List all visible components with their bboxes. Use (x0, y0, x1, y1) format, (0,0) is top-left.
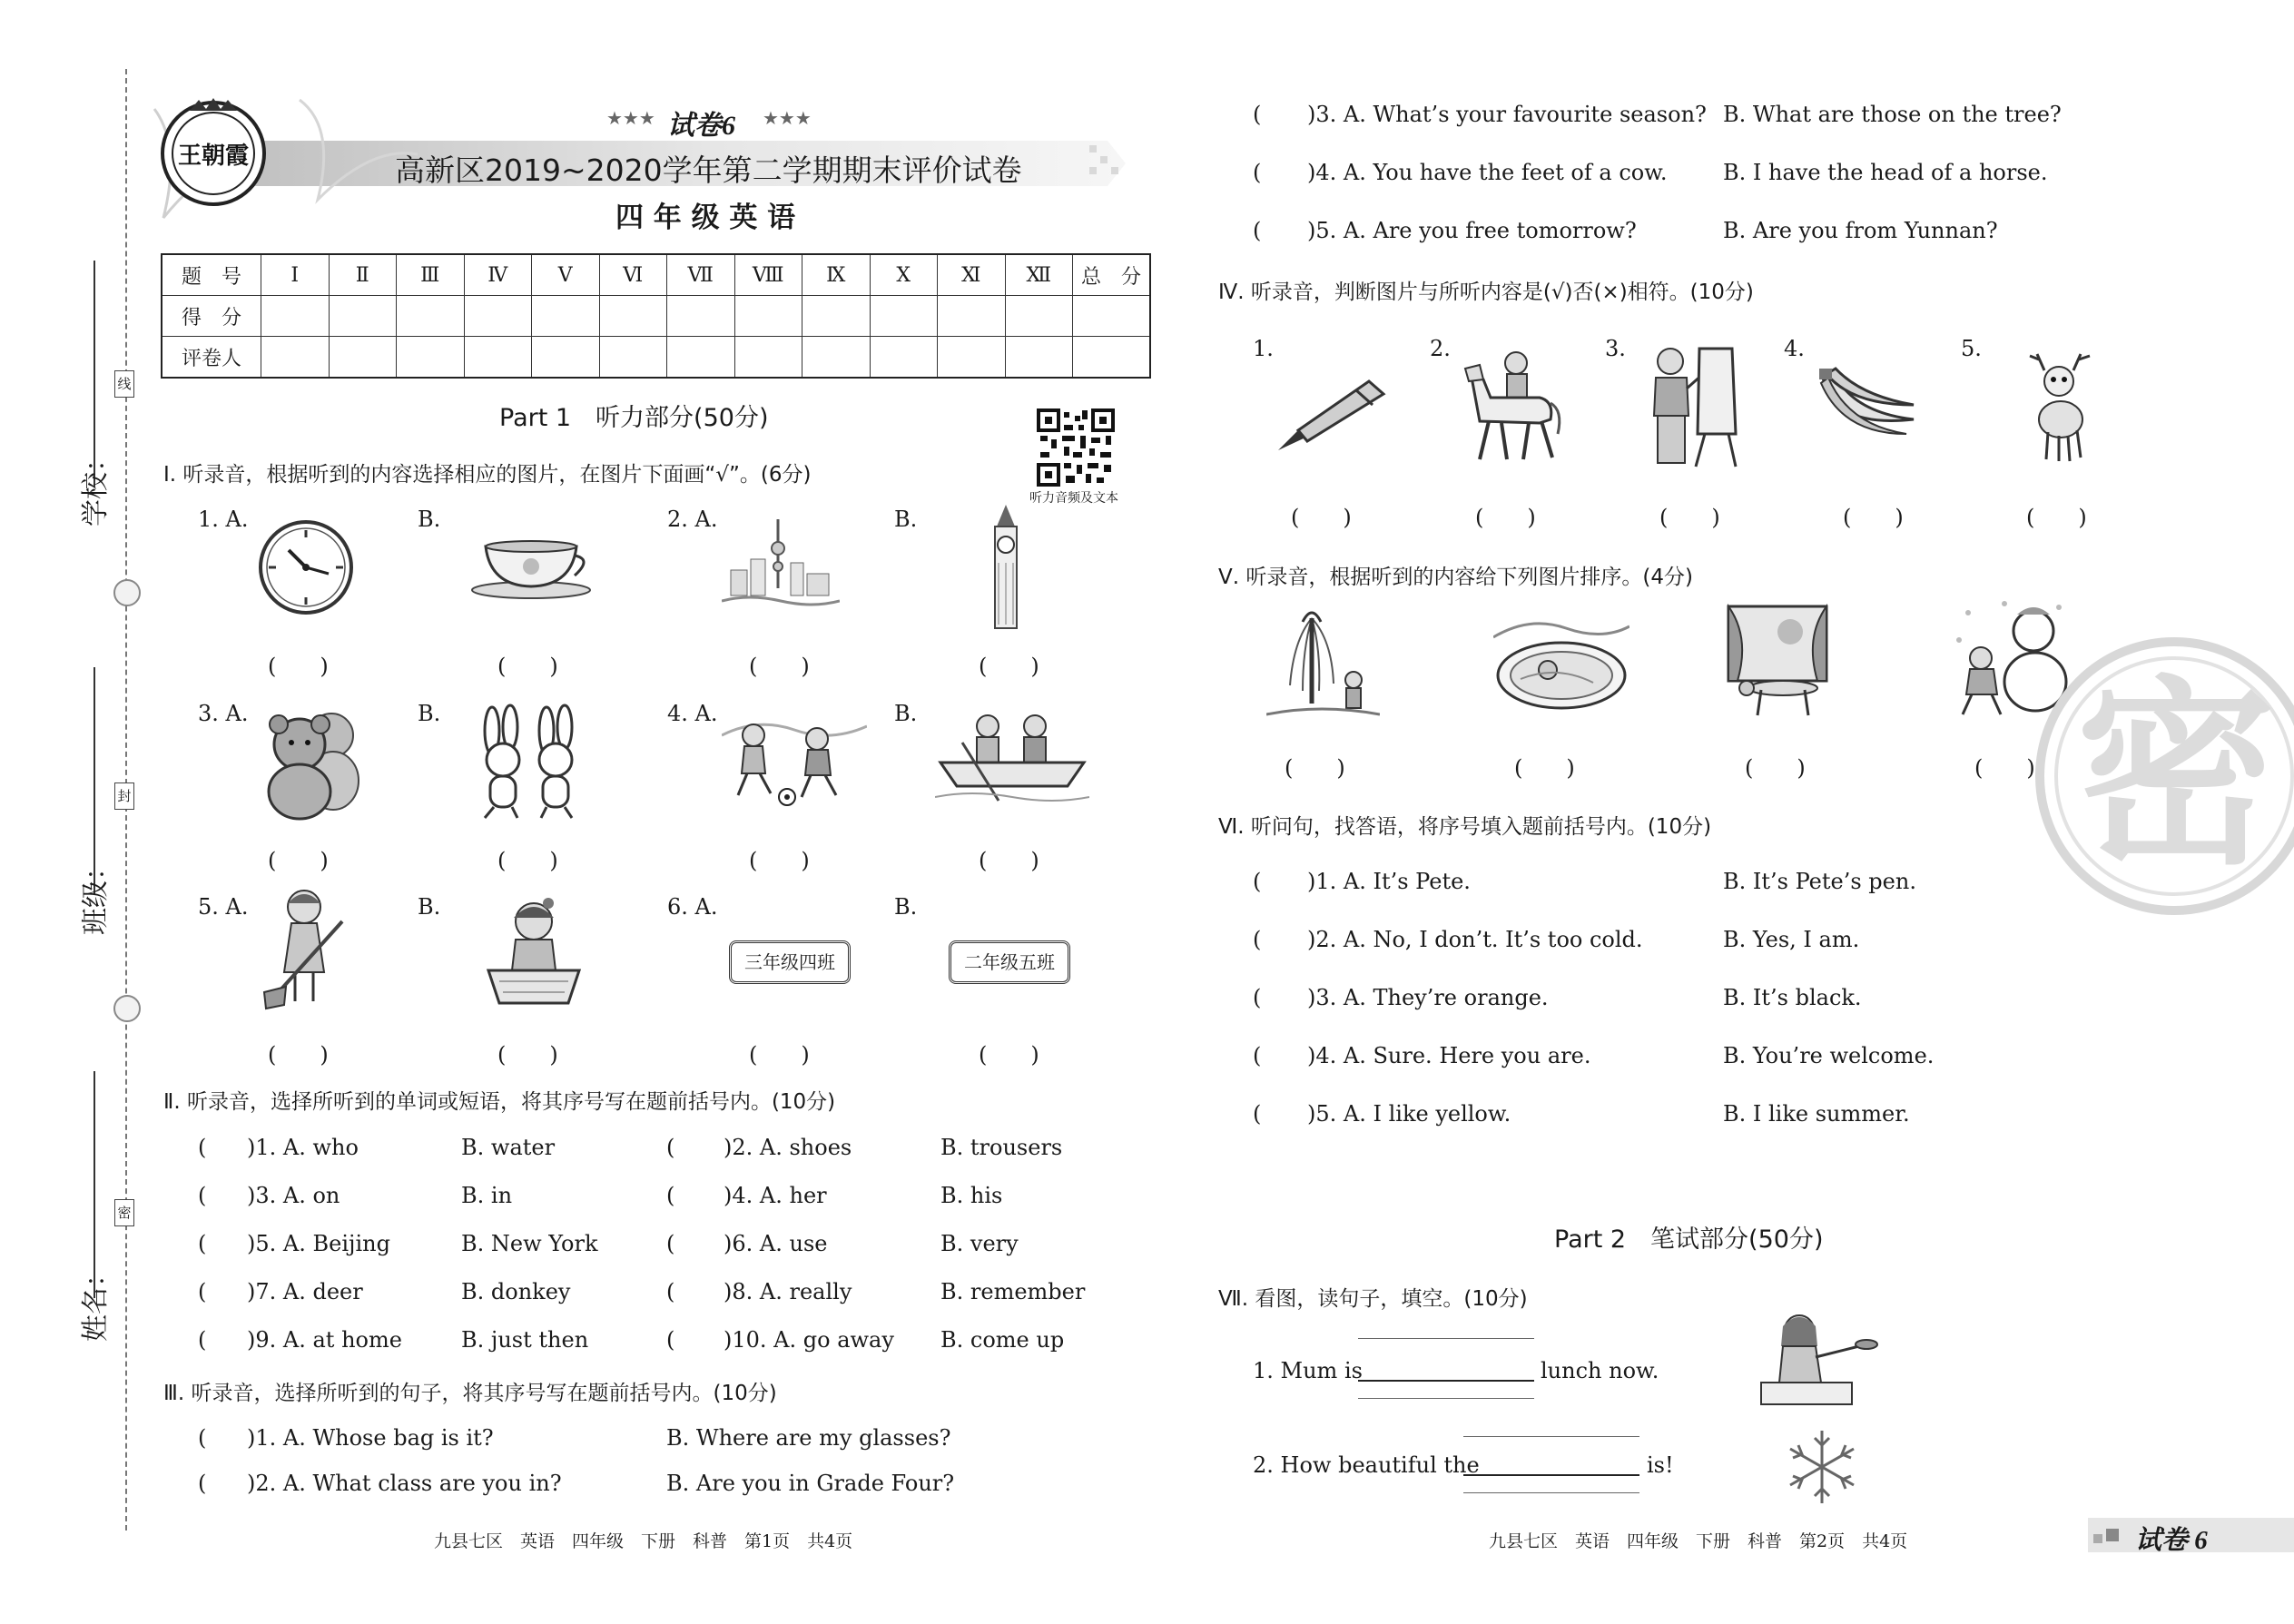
s2-option-b: B. just then (461, 1327, 589, 1353)
s6-option-b: B. It’s black. (1723, 985, 1862, 1010)
column-header: Ⅷ (734, 254, 802, 296)
score-cell[interactable] (667, 296, 735, 337)
s4-answer-paren[interactable]: ( ) (1291, 505, 1352, 530)
answer-guide-line (1358, 1398, 1534, 1399)
grader-cell[interactable] (938, 337, 1006, 379)
s1-label: 3. A. (198, 701, 249, 726)
clock-picture[interactable] (256, 517, 356, 617)
rowing-boat-picture[interactable] (935, 706, 1089, 806)
s1-label: 2. A. (667, 507, 718, 532)
row-label: 题 号 (162, 254, 261, 296)
footer-left: 九县七区 英语 四年级 下册 科普 第1页 共4页 (434, 1531, 853, 1551)
s4-answer-paren[interactable]: ( ) (1475, 505, 1536, 530)
s2-option-a: )10. A. go away (724, 1327, 894, 1353)
s1-label: 1. A. (198, 507, 249, 532)
s1-answer-paren[interactable]: ( ) (749, 654, 810, 679)
grader-cell[interactable] (329, 337, 397, 379)
s4-label: 2. (1430, 336, 1451, 361)
boy-riding-horse-picture[interactable] (1452, 347, 1566, 465)
part1-title: Part 1 听力部分(50分) (499, 404, 769, 432)
school-label: 学校： (80, 445, 112, 527)
s2-paren[interactable]: ( (198, 1183, 207, 1208)
s7-q2-after: is! (1647, 1452, 1674, 1478)
s1-answer-paren[interactable]: ( ) (268, 654, 329, 679)
s4-answer-paren[interactable]: ( ) (2026, 505, 2087, 530)
s2-paren[interactable]: ( (666, 1183, 675, 1208)
s7-q2-before: 2. How beautiful the (1253, 1452, 1480, 1478)
stars-left: ★★★ (606, 107, 655, 129)
footer-right: 九县七区 英语 四年级 下册 科普 第2页 共4页 (1489, 1531, 1908, 1551)
s4-label: 3. (1605, 336, 1626, 361)
answer-guide-line (1358, 1338, 1534, 1339)
toy-rabbits-picture[interactable] (472, 704, 586, 822)
score-cell[interactable] (599, 296, 667, 337)
s1-answer-paren[interactable]: ( ) (979, 848, 1039, 873)
spring-willow-picture[interactable] (1266, 604, 1380, 722)
section-2-instruction: Ⅱ. 听录音，选择所听到的单词或短语，将其序号写在题前括号内。(10分) (163, 1090, 836, 1114)
s5-order-paren[interactable]: ( ) (1285, 755, 1345, 781)
s1-label: B. (418, 701, 441, 726)
seal-char-seal: 封 (114, 782, 134, 810)
qr-code-icon[interactable] (1037, 408, 1115, 487)
s1-answer-paren[interactable]: ( ) (497, 654, 558, 679)
s2-paren[interactable]: ( (666, 1327, 675, 1353)
s2-option-a: )9. A. at home (247, 1327, 402, 1353)
section-3-instruction: Ⅲ. 听录音，选择所听到的句子，将其序号写在题前括号内。(10分) (163, 1382, 777, 1405)
s3-paren[interactable]: ( (198, 1425, 207, 1451)
s2-option-b: B. his (940, 1183, 1003, 1208)
s6-option-a: )2. A. No, I don’t. It’s too cold. (1307, 927, 1643, 952)
s6-option-b: B. Yes, I am. (1723, 927, 1860, 952)
s3-paren[interactable]: ( (1253, 218, 1262, 243)
s1-label: B. (894, 894, 918, 920)
score-cell[interactable] (938, 296, 1006, 337)
column-header: Ⅹ (870, 254, 938, 296)
score-table (161, 253, 1151, 379)
s3-option-a: )1. A. Whose bag is it? (247, 1425, 494, 1451)
pen-picture[interactable] (1271, 374, 1389, 456)
grader-cell[interactable] (261, 337, 330, 379)
seal-char-secret: 密 (114, 1199, 134, 1226)
s7-q2-blank[interactable] (1463, 1474, 1639, 1476)
class-sign-b[interactable]: 二年级五班 (949, 940, 1070, 984)
binding-hole-icon (113, 579, 141, 606)
stars-right: ★★★ (763, 107, 812, 129)
big-ben-picture[interactable] (988, 505, 1024, 632)
answer-guide-line (1463, 1492, 1639, 1493)
s3-paren[interactable]: ( (198, 1471, 207, 1496)
girl-washing-picture[interactable] (479, 894, 588, 1012)
s5-order-paren[interactable]: ( ) (1974, 755, 2035, 781)
grader-cell[interactable] (1005, 337, 1073, 379)
s6-option-a: )4. A. Sure. Here you are. (1307, 1043, 1591, 1068)
grader-cell[interactable] (464, 337, 532, 379)
tab-square-icon (2106, 1529, 2119, 1541)
grader-cell[interactable] (734, 337, 802, 379)
summer-pool-picture[interactable] (1493, 610, 1629, 719)
exam-badge: 试卷6 (667, 111, 735, 141)
s1-label: 5. A. (198, 894, 249, 920)
s1-label: B. (418, 507, 441, 532)
s6-option-b: B. It’s Pete’s pen. (1723, 869, 1916, 894)
secret-stamp-watermark (2020, 626, 2294, 926)
s1-answer-paren[interactable]: ( ) (268, 1042, 329, 1068)
column-header: Ⅲ (397, 254, 465, 296)
s1-answer-paren[interactable]: ( ) (497, 848, 558, 873)
s6-paren[interactable]: ( (1253, 927, 1262, 952)
teddy-bears-picture[interactable] (250, 708, 368, 822)
answer-guide-line (1463, 1436, 1639, 1437)
section-5-instruction: Ⅴ. 听录音，根据听到的内容给下列图片排序。(4分) (1218, 566, 1693, 589)
section-1-instruction: Ⅰ. 听录音，根据听到的内容选择相应的图片，在图片下面画“√”。(6分) (163, 463, 812, 487)
column-header: Ⅵ (599, 254, 667, 296)
s2-paren[interactable]: ( (198, 1135, 207, 1160)
column-header-total: 总 分 (1073, 254, 1151, 296)
bananas-picture[interactable] (1816, 365, 1920, 438)
publisher-logo (158, 98, 269, 209)
s4-answer-paren[interactable]: ( ) (1843, 505, 1904, 530)
s4-answer-paren[interactable]: ( ) (1659, 505, 1720, 530)
score-cell[interactable] (870, 296, 938, 337)
s6-paren[interactable]: ( (1253, 1043, 1262, 1068)
boy-painting-picture[interactable] (1641, 343, 1741, 468)
grader-cell[interactable] (532, 337, 600, 379)
grader-cell[interactable] (802, 337, 871, 379)
column-header: Ⅱ (329, 254, 397, 296)
mum-cooking-picture[interactable] (1752, 1310, 1879, 1410)
teacup-picture[interactable] (468, 536, 595, 599)
seal-char-line: 线 (114, 370, 134, 398)
s3-option-b: B. Where are my glasses? (666, 1425, 951, 1451)
score-cell[interactable] (1005, 296, 1073, 337)
logo-text: 王朝霞 (177, 143, 250, 170)
s2-paren[interactable]: ( (666, 1231, 675, 1256)
score-cell[interactable] (802, 296, 871, 337)
autumn-window-picture[interactable] (1723, 601, 1832, 719)
s4-label: 5. (1961, 336, 1982, 361)
s2-option-a: )4. A. her (724, 1183, 827, 1208)
column-header: Ⅸ (802, 254, 871, 296)
s7-q1-blank[interactable] (1358, 1380, 1534, 1382)
column-header: Ⅰ (261, 254, 330, 296)
s3-option-b: B. Are you from Yunnan? (1723, 218, 1998, 243)
s1-answer-paren[interactable]: ( ) (268, 848, 329, 873)
s7-q1-before: 1. Mum is (1253, 1358, 1363, 1383)
binding-hole-icon (113, 995, 141, 1022)
s2-option-a: )1. A. who (247, 1135, 359, 1160)
s3-option-a: )2. A. What class are you in? (247, 1471, 562, 1496)
s3-paren[interactable]: ( (1253, 160, 1262, 185)
s6-option-b: B. You’re welcome. (1723, 1043, 1935, 1068)
s7-q1-after: lunch now. (1541, 1358, 1659, 1383)
s3-option-a: )3. A. What’s your favourite season? (1307, 102, 1707, 127)
city-skyline-picture[interactable] (722, 516, 840, 606)
column-header: Ⅺ (938, 254, 1006, 296)
s2-option-a: )5. A. Beijing (247, 1231, 390, 1256)
column-header: Ⅶ (667, 254, 735, 296)
s1-answer-paren[interactable]: ( ) (979, 1042, 1039, 1068)
row-label: 评卷人 (162, 337, 261, 379)
s2-paren[interactable]: ( (666, 1135, 675, 1160)
s2-option-b: B. in (461, 1183, 513, 1208)
s5-order-paren[interactable]: ( ) (1514, 755, 1575, 781)
s2-option-a: )3. A. on (247, 1183, 340, 1208)
score-cell[interactable] (329, 296, 397, 337)
s2-option-b: B. very (940, 1231, 1019, 1256)
exam-title: 高新区2019~2020学年第二学期期末评价试卷 (395, 153, 1022, 188)
column-header: Ⅻ (1005, 254, 1073, 296)
section-6-instruction: Ⅵ. 听问句，找答语，将序号填入题前括号内。(10分) (1218, 815, 1712, 839)
s3-option-b: B. I have the head of a horse. (1723, 160, 2048, 185)
s5-order-paren[interactable]: ( ) (1745, 755, 1806, 781)
s2-option-b: B. remember (940, 1279, 1086, 1304)
grader-cell[interactable] (870, 337, 938, 379)
page-tab-label: 试卷 6 (2135, 1526, 2208, 1555)
s2-option-a: )6. A. use (724, 1231, 828, 1256)
tab-square-icon (2093, 1534, 2102, 1543)
exam-subtitle: 四 年 级 英 语 (615, 202, 796, 234)
grader-cell[interactable] (397, 337, 465, 379)
s2-option-a: )2. A. shoes (724, 1135, 852, 1160)
class-label: 班级： (80, 853, 112, 935)
s2-option-a: )7. A. deer (247, 1279, 363, 1304)
score-cell[interactable] (734, 296, 802, 337)
s6-paren[interactable]: ( (1253, 869, 1262, 894)
s2-option-a: )8. A. really (724, 1279, 852, 1304)
s6-option-a: )3. A. They’re orange. (1307, 985, 1549, 1010)
s1-label: 6. A. (667, 894, 718, 920)
s6-paren[interactable]: ( (1253, 985, 1262, 1010)
part2-title: Part 2 笔试部分(50分) (1554, 1225, 1824, 1254)
score-cell[interactable] (261, 296, 330, 337)
s2-option-b: B. donkey (461, 1279, 571, 1304)
s1-answer-paren[interactable]: ( ) (749, 848, 810, 873)
s1-answer-paren[interactable]: ( ) (979, 654, 1039, 679)
s4-label: 1. (1253, 336, 1274, 361)
grader-cell[interactable] (667, 337, 735, 379)
column-header: Ⅴ (532, 254, 600, 296)
score-cell[interactable] (532, 296, 600, 337)
s1-label: B. (894, 507, 918, 532)
s2-option-b: B. water (461, 1135, 556, 1160)
grader-cell[interactable] (599, 337, 667, 379)
name-label: 姓名： (80, 1260, 112, 1342)
s2-option-b: B. New York (461, 1231, 598, 1256)
s6-option-b: B. I like summer. (1723, 1101, 1910, 1127)
score-cell-total[interactable] (1073, 296, 1151, 337)
s6-option-a: )5. A. I like yellow. (1307, 1101, 1511, 1127)
girl-sweeping-picture[interactable] (259, 885, 350, 1012)
s3-option-b: B. What are those on the tree? (1723, 102, 2062, 127)
qr-caption: 听力音频及文本 (1029, 491, 1118, 506)
row-label: 得 分 (162, 296, 261, 337)
s1-answer-paren[interactable]: ( ) (749, 1042, 810, 1068)
grader-cell-total[interactable] (1073, 337, 1151, 379)
section-7-instruction: Ⅶ. 看图，读句子，填空。(10分) (1218, 1287, 1528, 1311)
s6-option-a: )1. A. It’s Pete. (1307, 869, 1471, 894)
snowflake-picture[interactable] (1782, 1427, 1862, 1507)
s3-paren[interactable]: ( (1253, 102, 1262, 127)
s4-label: 4. (1784, 336, 1805, 361)
s2-paren[interactable]: ( (198, 1327, 207, 1353)
s1-label: B. (894, 701, 918, 726)
s2-paren[interactable]: ( (198, 1231, 207, 1256)
score-cell[interactable] (397, 296, 465, 337)
s2-option-b: B. trousers (940, 1135, 1063, 1160)
s6-paren[interactable]: ( (1253, 1101, 1262, 1127)
stamp-char: 密 (2075, 659, 2277, 891)
column-header: Ⅳ (464, 254, 532, 296)
s1-label: 4. A. (667, 701, 718, 726)
deer-picture[interactable] (2017, 347, 2103, 465)
s2-paren[interactable]: ( (198, 1279, 207, 1304)
s2-paren[interactable]: ( (666, 1279, 675, 1304)
section-4-instruction: Ⅳ. 听录音，判断图片与所听内容是(√)否(×)相符。(10分) (1218, 281, 1754, 304)
s1-answer-paren[interactable]: ( ) (497, 1042, 558, 1068)
class-sign-a[interactable]: 三年级四班 (729, 940, 851, 984)
s1-label: B. (418, 894, 441, 920)
s3-option-b: B. Are you in Grade Four? (666, 1471, 955, 1496)
score-cell[interactable] (464, 296, 532, 337)
s2-option-b: B. come up (940, 1327, 1065, 1353)
kids-football-picture[interactable] (722, 708, 867, 808)
s3-option-a: )4. A. You have the feet of a cow. (1307, 160, 1668, 185)
s3-option-a: )5. A. Are you free tomorrow? (1307, 218, 1637, 243)
